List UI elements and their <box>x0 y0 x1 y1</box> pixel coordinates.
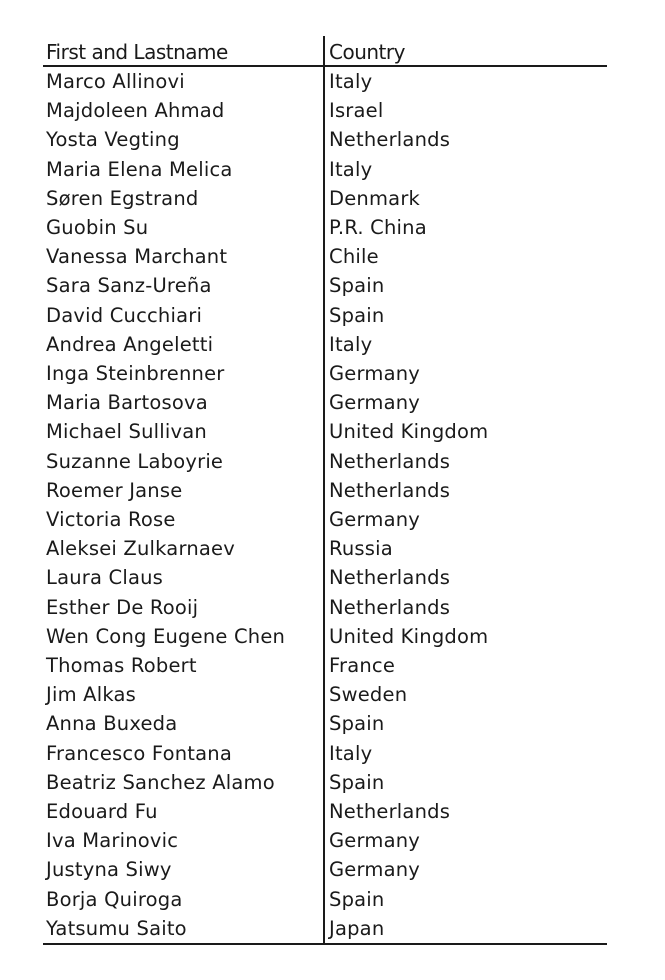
table-row <box>43 125 607 154</box>
country-cell: Germany <box>324 826 607 855</box>
country-cell: Germany <box>324 388 607 417</box>
name-cell: Aleksei Zulkarnaev <box>46 537 235 561</box>
name-cell: Jim Alkas <box>46 683 136 707</box>
country-cell: Germany <box>324 359 607 388</box>
name-cell: Sara Sanz-Ureña <box>46 274 212 298</box>
table-row <box>43 417 607 446</box>
name-cell: Andrea Angeletti <box>46 332 214 356</box>
name-cell: Borja Quiroga <box>46 887 183 911</box>
name-cell: Edouard Fu <box>46 800 158 824</box>
table-row <box>43 388 607 417</box>
country-cell: Spain <box>324 709 607 738</box>
name-cell: Inga Steinbrenner <box>46 362 225 386</box>
country-cell: Netherlands <box>324 476 607 505</box>
name-cell: Yatsumu Saito <box>43 914 324 944</box>
name-cell: Justyna Siwy <box>46 858 172 882</box>
name-cell: Søren Egstrand <box>46 186 199 210</box>
name-cell: Wen Cong Eugene Chen <box>46 624 286 648</box>
name-cell: Vanessa Marchant <box>46 245 228 269</box>
table-row <box>43 476 607 505</box>
table-row <box>43 680 607 709</box>
country-cell: Italy <box>324 66 607 96</box>
table-row <box>43 797 607 826</box>
table-row <box>43 447 607 476</box>
table-row <box>43 593 607 622</box>
country-cell: Japan <box>324 914 607 944</box>
table-body <box>43 66 607 944</box>
country-cell: France <box>324 651 607 680</box>
country-cell: Israel <box>324 96 607 125</box>
table-row <box>43 505 607 534</box>
name-cell: Iva Marinovic <box>46 829 179 853</box>
name-cell: Anna Buxeda <box>46 712 178 736</box>
name-cell: Esther De Rooij <box>46 595 199 619</box>
table-row <box>43 96 607 125</box>
column-header-country: Country <box>324 36 607 66</box>
country-cell: Netherlands <box>324 563 607 592</box>
country-cell: Spain <box>324 301 607 330</box>
name-cell: Suzanne Laboyrie <box>46 449 224 473</box>
table-row <box>43 855 607 884</box>
country-cell: Netherlands <box>324 125 607 154</box>
country-cell: Germany <box>324 855 607 884</box>
name-cell: Majdoleen Ahmad <box>46 99 225 123</box>
country-cell: Netherlands <box>324 447 607 476</box>
table-row <box>43 622 607 651</box>
name-cell: Francesco Fontana <box>46 741 232 765</box>
name-cell: Maria Bartosova <box>46 391 208 415</box>
country-cell: P.R. China <box>324 213 607 242</box>
country-cell: United Kingdom <box>324 417 607 446</box>
country-cell: Italy <box>324 739 607 768</box>
name-cell: Beatriz Sanchez Alamo <box>46 770 275 794</box>
header-row <box>43 36 607 66</box>
country-cell: Spain <box>324 768 607 797</box>
name-cell: Marco Allinovi <box>46 70 185 93</box>
table-row <box>43 184 607 213</box>
table-row <box>43 768 607 797</box>
name-cell: Michael Sullivan <box>46 420 207 444</box>
country-cell: Netherlands <box>324 593 607 622</box>
country-cell: Spain <box>324 271 607 300</box>
name-cell: Yosta Vegting <box>46 128 180 152</box>
table-row <box>43 651 607 680</box>
name-cell: Victoria Rose <box>46 508 176 532</box>
table-row <box>43 330 607 359</box>
name-cell: Maria Elena Melica <box>46 157 233 181</box>
country-cell: Sweden <box>324 680 607 709</box>
country-cell: Italy <box>324 330 607 359</box>
author-country-table <box>43 36 607 945</box>
table-row <box>43 885 607 914</box>
country-cell: Netherlands <box>324 797 607 826</box>
name-cell: David Cucchiari <box>46 303 203 327</box>
country-cell: Chile <box>324 242 607 271</box>
table-row <box>43 271 607 300</box>
table-row <box>43 359 607 388</box>
country-cell: Russia <box>324 534 607 563</box>
name-cell: Thomas Robert <box>46 654 197 678</box>
table-row <box>43 155 607 184</box>
table-row <box>43 709 607 738</box>
table-row <box>43 213 607 242</box>
country-cell: Germany <box>324 505 607 534</box>
name-cell: Laura Claus <box>46 566 164 590</box>
country-cell: Italy <box>324 155 607 184</box>
country-cell: United Kingdom <box>324 622 607 651</box>
table-row <box>43 563 607 592</box>
name-cell: Roemer Janse <box>46 478 183 502</box>
column-header-name: First and Lastname <box>43 36 324 66</box>
table-row <box>43 534 607 563</box>
country-cell: Spain <box>324 885 607 914</box>
table-row <box>43 914 607 944</box>
table-row <box>43 242 607 271</box>
name-cell: Guobin Su <box>46 216 149 240</box>
table-row <box>43 66 607 96</box>
table-row <box>43 826 607 855</box>
table-row <box>43 301 607 330</box>
table-row <box>43 739 607 768</box>
table-header <box>43 36 607 66</box>
country-cell: Denmark <box>324 184 607 213</box>
